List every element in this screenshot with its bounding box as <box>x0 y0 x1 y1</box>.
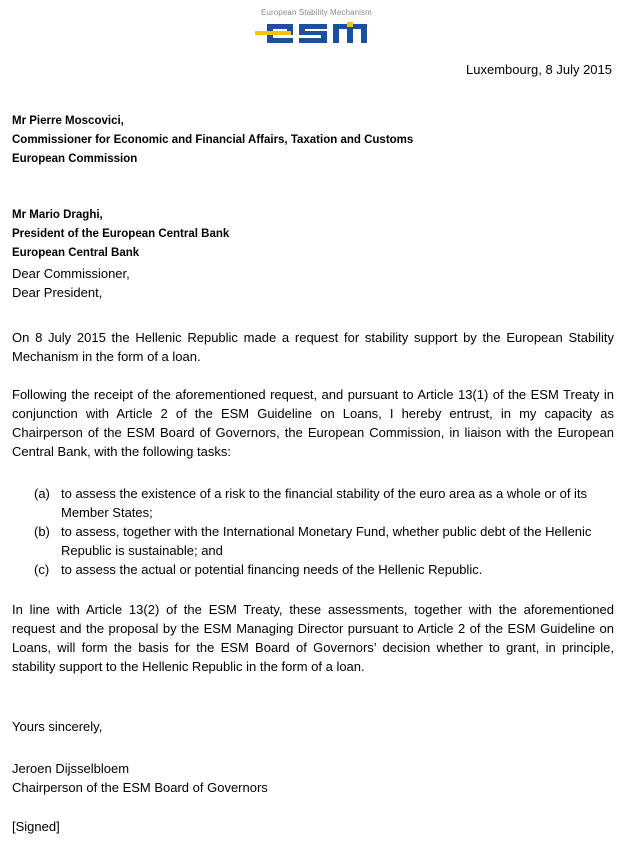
salutation-line: Dear President, <box>12 285 103 300</box>
paragraph-assessment: In line with Article 13(2) of the ESM Treaty, these assessments, together with the aforementioned request and the proposal by the ESM Managing Director pursuant to Article 2 of the ESM Guideline on Loans, will form the basis for the ESM Board of Governors’ decision whether to grant, in principle, stability support to the Hellenic Republic in the form of a loan. <box>12 602 614 674</box>
recipient-title: Commissioner for Economic and Financial Affairs, Taxation and Customs <box>12 134 414 146</box>
list-marker: (b) <box>34 524 50 539</box>
recipient-1 <box>12 112 614 169</box>
list-marker: (a) <box>34 486 50 501</box>
paragraph-request: On 8 July 2015 the Hellenic Republic made a request for stability support by the European Stability Mechanism in the form of a loan. <box>12 330 614 364</box>
recipient-2 <box>12 206 614 263</box>
place-date: Luxembourg, 8 July 2015 <box>466 62 612 77</box>
recipient-title: President of the European Central Bank <box>12 228 230 240</box>
tasks-list <box>34 484 614 579</box>
signature: [Signed] <box>12 819 60 834</box>
logo-caption: European Stability Mechanism <box>261 8 372 17</box>
recipient-organisation: European Commission <box>12 153 138 165</box>
esm-logo <box>255 8 385 52</box>
list-marker: (c) <box>34 562 50 577</box>
signatory-title: Chairperson of the ESM Board of Governors <box>12 780 268 795</box>
salutation-line: Dear Commissioner, <box>12 266 130 281</box>
esm-logo-mark-icon <box>255 20 375 46</box>
list-text: to assess, together with the International Monetary Fund, whether public debt of the Hellenic Republic is sustainable; and <box>61 524 592 558</box>
recipient-name: Mr Pierre Moscovici, <box>12 115 124 127</box>
list-text: to assess the actual or potential financing needs of the Hellenic Republic. <box>61 562 483 577</box>
valediction: Yours sincerely, <box>12 719 103 734</box>
recipient-name: Mr Mario Draghi, <box>12 209 103 221</box>
recipient-organisation: European Central Bank <box>12 247 140 259</box>
list-item <box>34 484 614 522</box>
signatory-name: Jeroen Dijsselbloem <box>12 761 130 776</box>
paragraph-entrustment: Following the receipt of the aforementioned request, and pursuant to Article 13(1) of the ESM Treaty in conjunction with Article 2 of the ESM Guideline on Loans, I hereby entrust, in my capacity as Chairperson of the ESM Board of Governors, the European Commission, in liaison with the European Central Bank, with the following tasks: <box>12 387 614 459</box>
salutation <box>12 264 614 302</box>
list-item <box>34 522 614 560</box>
list-item <box>34 560 614 579</box>
signatory <box>12 759 614 797</box>
list-text: to assess the existence of a risk to the financial stability of the euro area as a whole or of its Member States; <box>61 486 588 520</box>
